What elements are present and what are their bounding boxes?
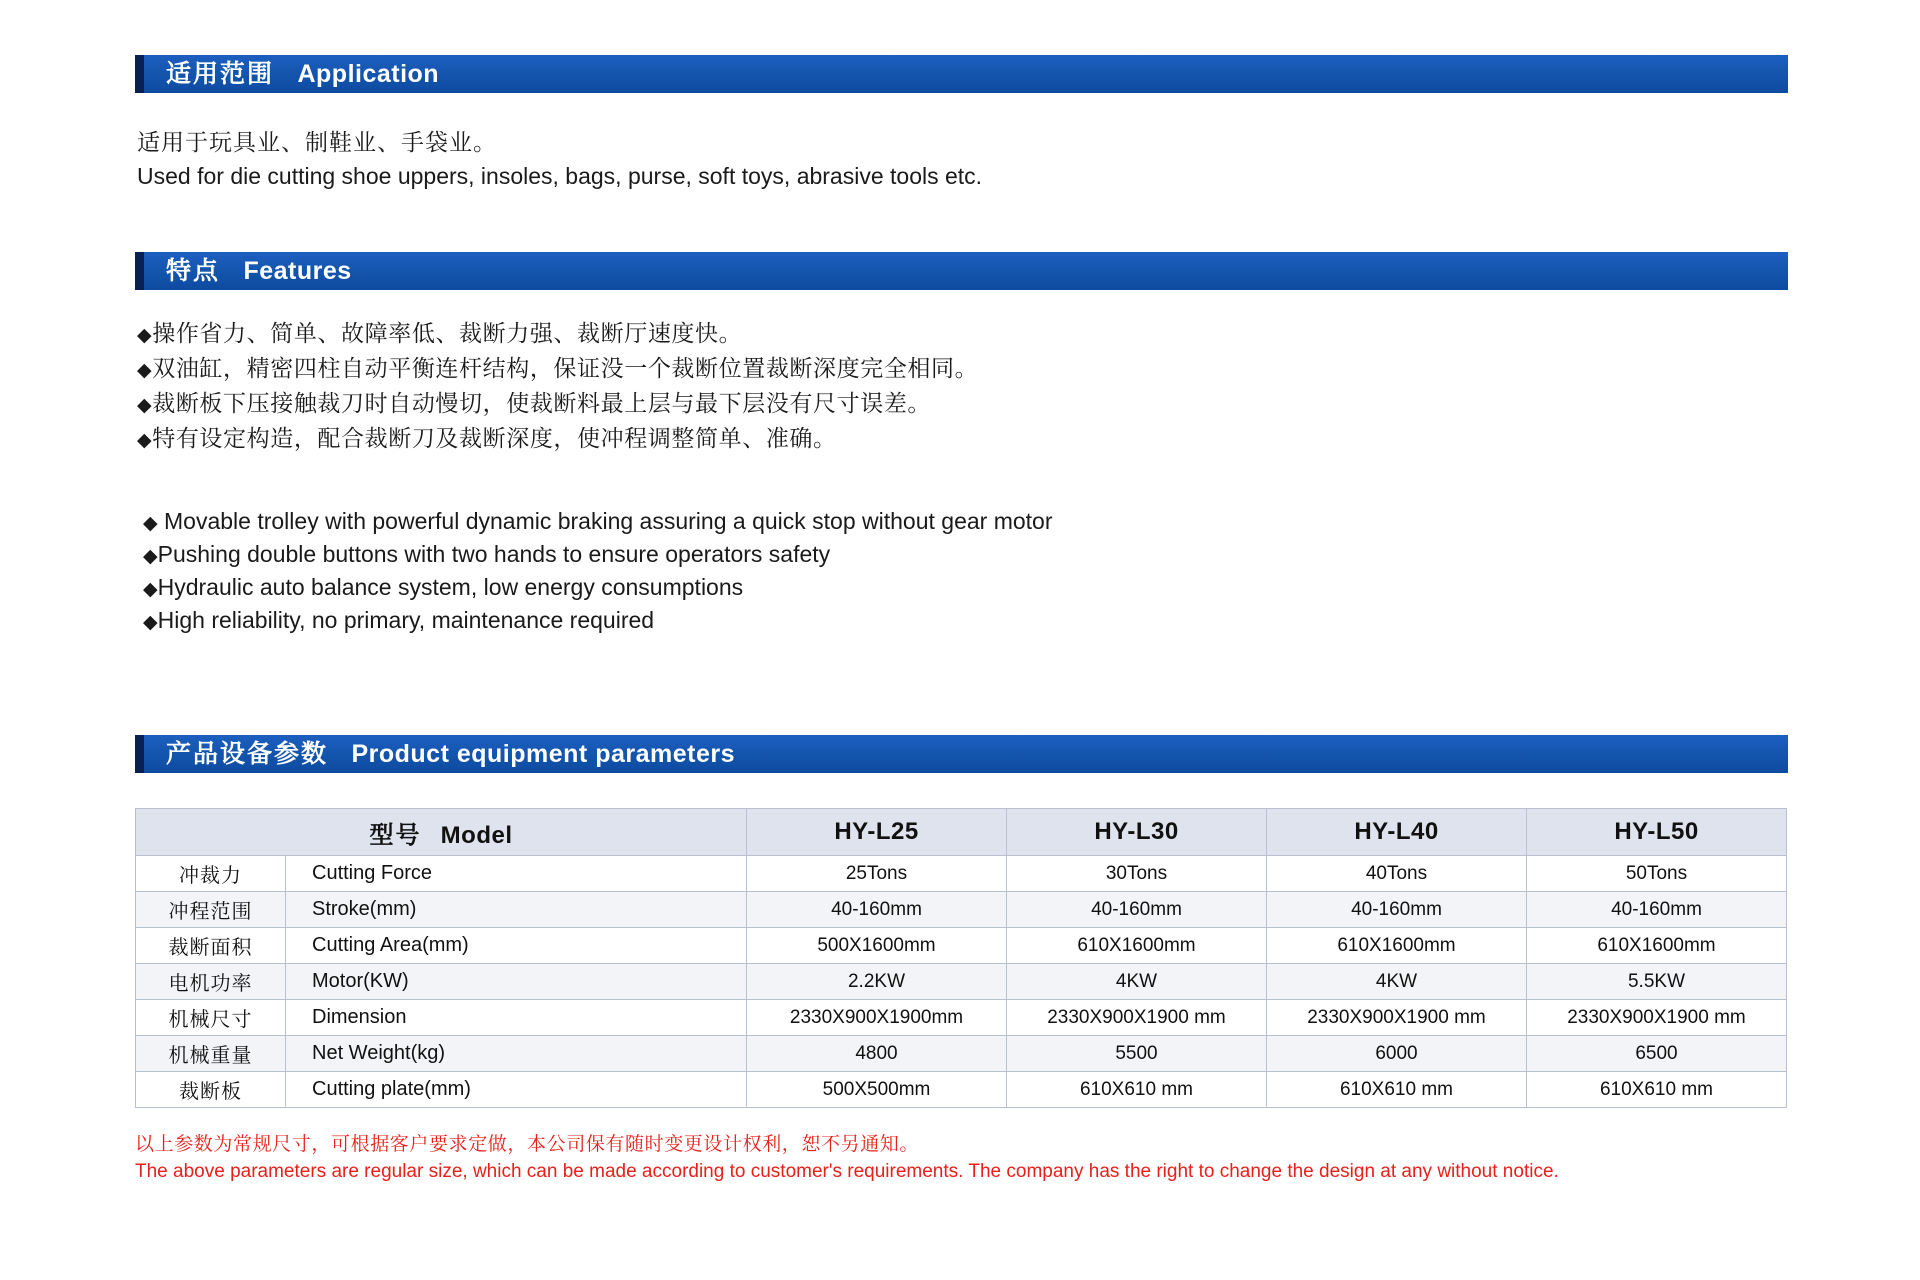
- cell-value: 2330X900X1900 mm: [1007, 1000, 1267, 1036]
- parameters-table-wrapper: [135, 808, 1786, 1108]
- application-body: [137, 125, 982, 193]
- cell-value: 6500: [1527, 1036, 1787, 1072]
- section-title-cn: 产品设备参数: [166, 739, 329, 768]
- parameters-table: [135, 808, 1787, 1108]
- table-row: [136, 1036, 1787, 1072]
- row-label-cn: 机械重量: [136, 1036, 286, 1072]
- cell-value: 4KW: [1267, 964, 1527, 1000]
- list-item-label: 裁断板下压接触裁刀时自动慢切，使裁断料最上层与最下层没有尺寸误差。: [152, 390, 932, 416]
- column-header-model-cn: 型号: [369, 821, 422, 849]
- cell-value: 4800: [747, 1036, 1007, 1072]
- cell-value: 2330X900X1900 mm: [1267, 1000, 1527, 1036]
- section-title-en: Features: [243, 256, 352, 285]
- diamond-bullet-icon: ◆: [137, 360, 153, 381]
- table-header-row: [136, 809, 1787, 856]
- column-header-hy-l25: HY-L25: [747, 809, 1007, 856]
- list-item: [137, 352, 978, 387]
- list-item-label: Hydraulic auto balance system, low energy consumptions: [157, 574, 744, 600]
- row-label-en: Motor(KW): [286, 964, 747, 1000]
- diamond-bullet-icon: ◆: [143, 513, 158, 534]
- list-item-label: Pushing double buttons with two hands to ensure operators safety: [157, 541, 831, 567]
- table-row: [136, 1000, 1787, 1036]
- row-label-en: Net Weight(kg): [286, 1036, 747, 1072]
- cell-value: 610X1600mm: [1267, 928, 1527, 964]
- section-title-en: Product equipment parameters: [351, 739, 735, 768]
- table-row: [136, 1072, 1787, 1108]
- row-label-en: Stroke(mm): [286, 892, 747, 928]
- section-title-cn: 适用范围: [166, 59, 275, 88]
- table-row: [136, 928, 1787, 964]
- row-label-cn: 裁断板: [136, 1072, 286, 1108]
- cell-value: 50Tons: [1527, 856, 1787, 892]
- cell-value: 40Tons: [1267, 856, 1527, 892]
- cell-value: 610X610 mm: [1267, 1072, 1527, 1108]
- list-item: [143, 539, 1053, 572]
- cell-value: 610X610 mm: [1527, 1072, 1787, 1108]
- cell-value: 2.2KW: [747, 964, 1007, 1000]
- cell-value: 610X1600mm: [1007, 928, 1267, 964]
- diamond-bullet-icon: ◆: [143, 546, 158, 567]
- cell-value: 5.5KW: [1527, 964, 1787, 1000]
- cell-value: 2330X900X1900mm: [747, 1000, 1007, 1036]
- row-label-cn: 冲裁力: [136, 856, 286, 892]
- row-label-cn: 电机功率: [136, 964, 286, 1000]
- section-header-application: [135, 55, 1788, 93]
- features-bullets-cn: [137, 317, 978, 457]
- list-item-label: Movable trolley with powerful dynamic braking assuring a quick stop without gear motor: [164, 508, 1053, 534]
- footnote-en: The above parameters are regular size, which can be made according to customer's requirements. The company has the right to change the design at any without notice.: [135, 1161, 1559, 1182]
- row-label-cn: 裁断面积: [136, 928, 286, 964]
- diamond-bullet-icon: ◆: [143, 612, 158, 633]
- diamond-bullet-icon: ◆: [137, 430, 153, 451]
- list-item-label: 特有设定构造，配合裁断刀及裁断深度，使冲程调整简单、准确。: [152, 425, 837, 451]
- cell-value: 4KW: [1007, 964, 1267, 1000]
- list-item: [143, 572, 1053, 605]
- column-header-model-en: Model: [440, 821, 513, 849]
- row-label-cn: 冲程范围: [136, 892, 286, 928]
- list-item: [137, 317, 978, 352]
- header-accent-bar: [135, 55, 144, 93]
- section-title-en: Application: [297, 59, 440, 88]
- section-title-cn: 特点: [166, 256, 221, 285]
- parameters-footnote: [135, 1131, 1559, 1185]
- list-item: [137, 387, 978, 422]
- cell-value: 500X1600mm: [747, 928, 1007, 964]
- application-body-en: Used for die cutting shoe uppers, insoles, bags, purse, soft toys, abrasive tools etc.: [137, 163, 983, 189]
- cell-value: 40-160mm: [1007, 892, 1267, 928]
- cell-value: 610X610 mm: [1007, 1072, 1267, 1108]
- cell-value: 500X500mm: [747, 1072, 1007, 1108]
- row-label-en: Cutting Force: [286, 856, 747, 892]
- list-item: [143, 605, 1053, 638]
- cell-value: 610X1600mm: [1527, 928, 1787, 964]
- list-item-label: 操作省力、简单、故障率低、裁断力强、裁断厅速度快。: [152, 320, 743, 346]
- row-label-en: Dimension: [286, 1000, 747, 1036]
- section-header-application-text: [144, 59, 440, 88]
- list-item-label: High reliability, no primary, maintenance required: [157, 607, 655, 633]
- column-header-hy-l40: HY-L40: [1267, 809, 1527, 856]
- column-header-model: [136, 809, 747, 856]
- cell-value: 40-160mm: [1527, 892, 1787, 928]
- column-header-hy-l50: HY-L50: [1527, 809, 1787, 856]
- row-label-en: Cutting plate(mm): [286, 1072, 747, 1108]
- cell-value: 25Tons: [747, 856, 1007, 892]
- footnote-cn: 以上参数为常规尺寸，可根据客户要求定做，本公司保有随时变更设计权利，恕不另通知。: [135, 1134, 920, 1155]
- section-header-features-text: [144, 256, 352, 285]
- diamond-bullet-icon: ◆: [137, 395, 153, 416]
- row-label-cn: 机械尺寸: [136, 1000, 286, 1036]
- cell-value: 2330X900X1900 mm: [1527, 1000, 1787, 1036]
- section-header-parameters: [135, 735, 1788, 773]
- cell-value: 40-160mm: [747, 892, 1007, 928]
- cell-value: 5500: [1007, 1036, 1267, 1072]
- header-accent-bar: [135, 735, 144, 773]
- section-header-features: [135, 252, 1788, 290]
- table-row: [136, 964, 1787, 1000]
- cell-value: 40-160mm: [1267, 892, 1527, 928]
- header-accent-bar: [135, 252, 144, 290]
- diamond-bullet-icon: ◆: [143, 579, 158, 600]
- diamond-bullet-icon: ◆: [137, 325, 153, 346]
- section-header-parameters-text: [144, 739, 735, 768]
- table-row: [136, 856, 1787, 892]
- list-item: [143, 506, 1053, 539]
- list-item: [137, 422, 978, 457]
- features-bullets-en: [143, 506, 1053, 638]
- application-body-cn: 适用于玩具业、制鞋业、手袋业。: [137, 129, 497, 155]
- row-label-en: Cutting Area(mm): [286, 928, 747, 964]
- cell-value: 6000: [1267, 1036, 1527, 1072]
- column-header-hy-l30: HY-L30: [1007, 809, 1267, 856]
- table-row: [136, 892, 1787, 928]
- cell-value: 30Tons: [1007, 856, 1267, 892]
- list-item-label: 双油缸，精密四柱自动平衡连杆结构，保证没一个裁断位置裁断深度完全相同。: [152, 355, 979, 381]
